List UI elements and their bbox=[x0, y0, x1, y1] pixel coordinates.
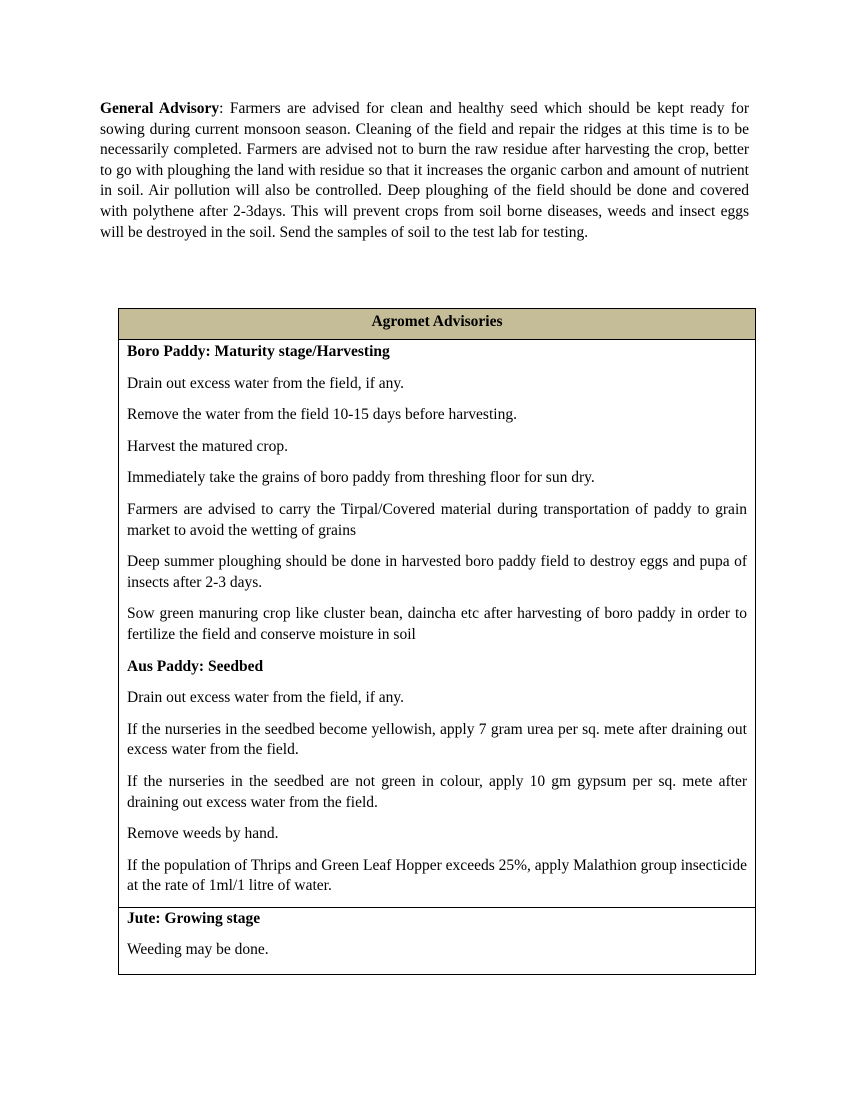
section-title-boro-paddy: Boro Paddy: Maturity stage/Harvesting bbox=[127, 343, 390, 360]
list-item: Remove the water from the field 10-15 days before harvesting. bbox=[127, 406, 517, 424]
table-row bbox=[119, 907, 756, 974]
section-title-aus-paddy: Aus Paddy: Seedbed bbox=[127, 657, 264, 675]
table-header-title: Agromet Advisories bbox=[371, 313, 503, 330]
table-cell-paddy bbox=[119, 340, 756, 908]
general-advisory-label: General Advisory bbox=[100, 100, 220, 117]
list-item: If the nurseries in the seedbed become yellowish, apply 7 gram urea per sq. mete after draining out excess water from the field. bbox=[127, 720, 747, 759]
list-item: Drain out excess water from the field, if any. bbox=[127, 689, 405, 707]
section-title-jute: Jute: Growing stage bbox=[127, 909, 261, 927]
list-item: Drain out excess water from the field, if any. bbox=[127, 374, 405, 392]
general-advisory-paragraph bbox=[100, 99, 749, 243]
list-item: Farmers are advised to carry the Tirpal/Covered material during transportation of paddy to grain market to avoid the wetting of grains bbox=[127, 500, 747, 539]
list-item: Sow green manuring crop like cluster bean, daincha etc after harvesting of boro paddy in order to fertilize the field and conserve moisture in soil bbox=[127, 605, 747, 643]
general-advisory-text: : Farmers are advised for clean and healthy seed which should be kept ready for sowing during current monsoon season. Cleaning of the field and repair the ridges at this time is to be necessarily completed. Farmers are advised not to burn the raw residue after harvesting the crop, better to go with ploughing the land with residue so that it increases the organic carbon and amount of nutrient in soil. Air pollution will also be controlled. Deep ploughing of the field should be done and covered with polythene after 2-3days. This will prevent crops from soil borne diseases, weeds and insect eggs will be destroyed in the soil. Send the samples of soil to the test lab for testing. bbox=[100, 100, 749, 241]
list-item: Remove weeds by hand. bbox=[127, 825, 279, 843]
list-item: Harvest the matured crop. bbox=[127, 437, 288, 455]
table-header-row bbox=[119, 309, 756, 340]
list-item: If the population of Thrips and Green Leaf Hopper exceeds 25%, apply Malathion group insecticide at the rate of 1ml/1 litre of water. bbox=[127, 856, 747, 895]
agromet-advisories-table bbox=[118, 308, 756, 975]
list-item: Weeding may be done. bbox=[127, 941, 269, 959]
table-cell-jute bbox=[119, 907, 756, 974]
table-row bbox=[119, 340, 756, 908]
table-header-cell bbox=[119, 309, 756, 340]
list-item: If the nurseries in the seedbed are not green in colour, apply 10 gm gypsum per sq. mete after draining out excess water from the field. bbox=[127, 772, 747, 811]
list-item: Immediately take the grains of boro paddy from threshing floor for sun dry. bbox=[127, 469, 595, 487]
list-item: Deep summer ploughing should be done in harvested boro paddy field to destroy eggs and pupa of insects after 2-3 days. bbox=[127, 553, 747, 591]
